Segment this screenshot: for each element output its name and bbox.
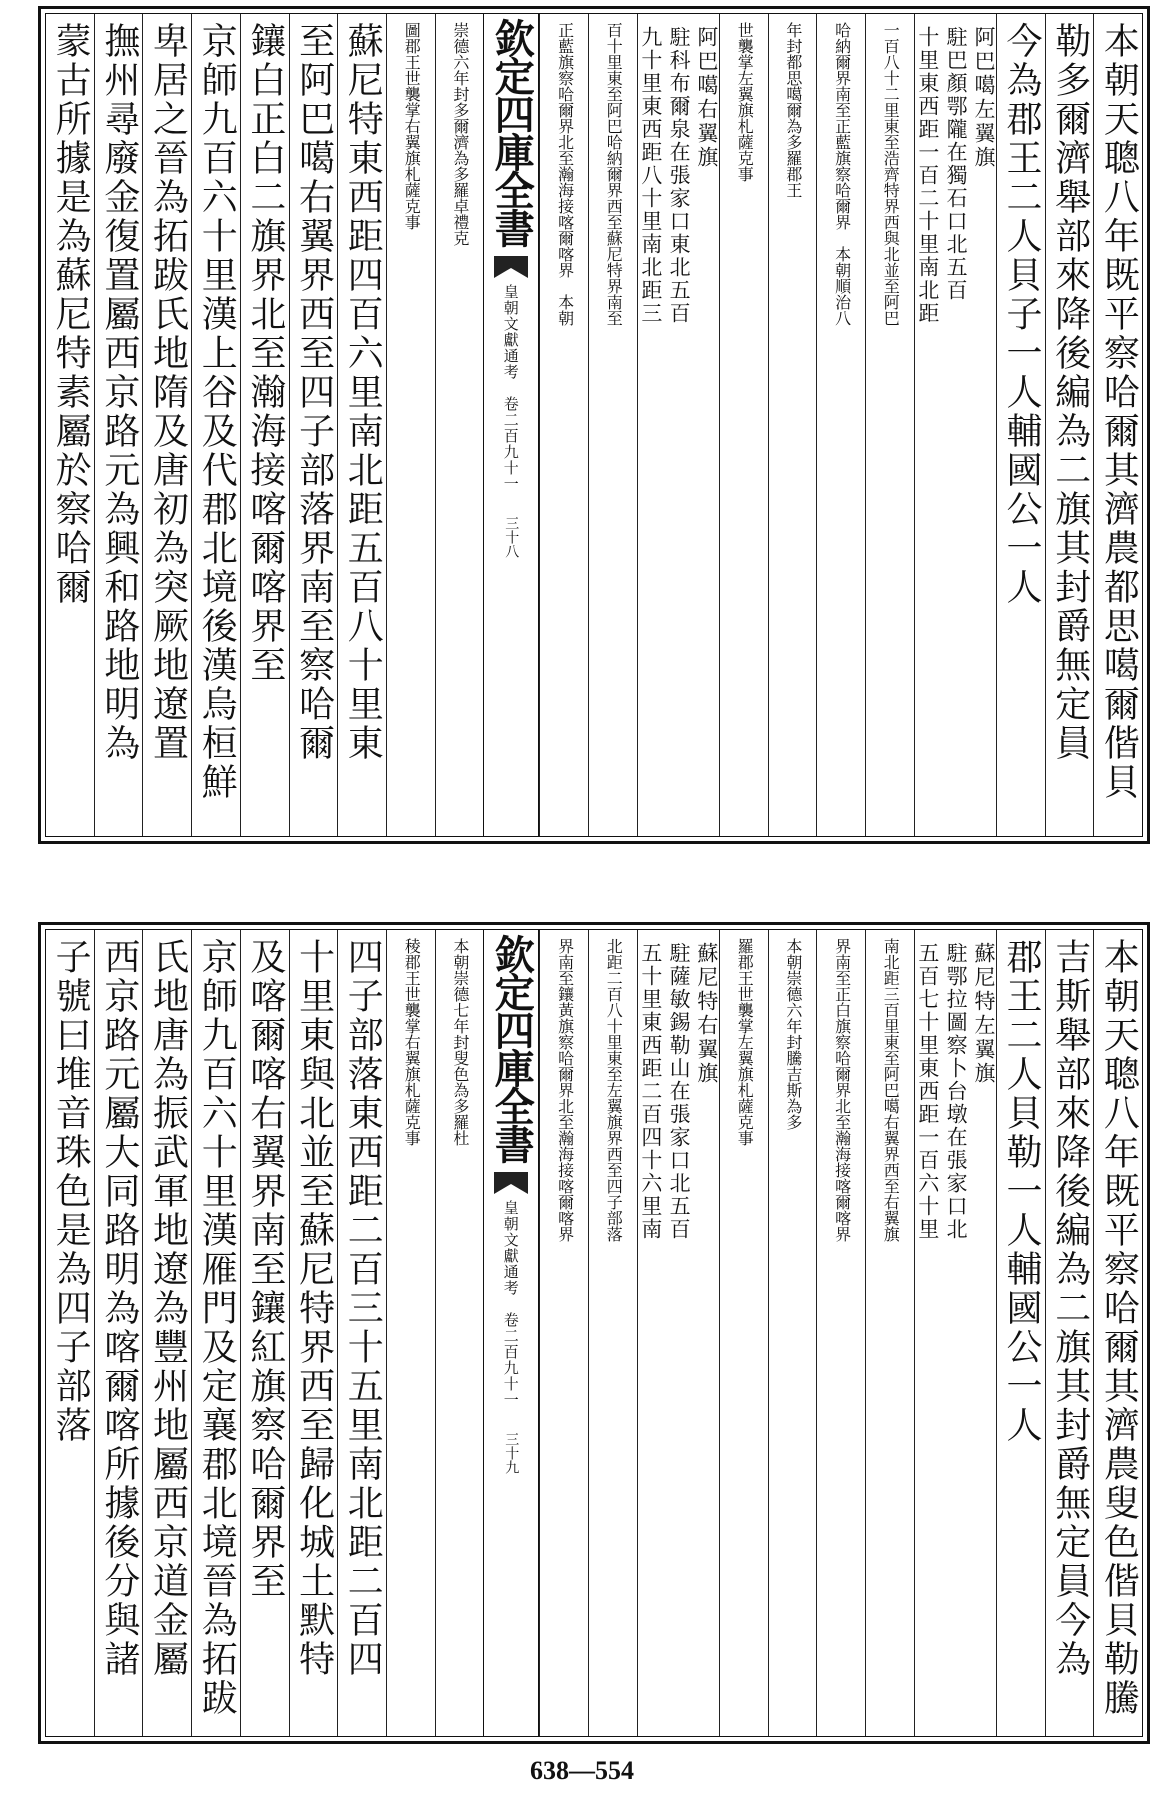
column-text: 十里東與北並至蘇尼特界西至歸化城土默特 bbox=[293, 938, 335, 1679]
text-column-13 bbox=[337, 930, 386, 1736]
column-heading: 蘇尼特右翼旗 bbox=[694, 942, 719, 1086]
text-column-14 bbox=[289, 14, 338, 836]
column-text: 至阿巴噶右翼界西至四子部落界南至察哈爾 bbox=[293, 22, 335, 763]
text-column-13 bbox=[337, 14, 386, 836]
column-annotation: 九十里東西距八十里南北距三 bbox=[638, 26, 663, 325]
bottom-page-columns bbox=[45, 929, 1143, 1737]
column-text: 北距二百八十里東至左翼旗界西至四子部落 bbox=[604, 938, 624, 1242]
column-text: 今為郡王二人貝子一人輔國公一人 bbox=[1001, 22, 1043, 607]
column-annotation: 五百七十里東西距一百六十里 bbox=[915, 942, 940, 1241]
column-text: 年封都思噶爾為多羅郡王 bbox=[783, 22, 803, 198]
spine-volume-info: 皇朝文獻通考 卷二百九十一 bbox=[501, 284, 520, 492]
column-text: 一百八十二里東至浩齊特界西與北並至阿巴 bbox=[881, 22, 901, 326]
column-text: 四子部落東西距二百三十五里南北距二百四 bbox=[342, 938, 384, 1679]
page-number: 638—554 bbox=[530, 1756, 634, 1785]
column-text: 鑲白正白二旗界北至瀚海接喀爾喀界至 bbox=[244, 22, 286, 685]
column-text: 蘇尼特東西距四百六里南北距五百八十里東 bbox=[342, 22, 384, 763]
column-text: 世襲掌左翼旗札薩克事 bbox=[735, 22, 755, 182]
text-column-16 bbox=[191, 930, 240, 1736]
column-heading: 阿巴噶右翼旗 bbox=[694, 26, 719, 170]
fishtail-ornament-icon bbox=[492, 1170, 530, 1196]
text-column-3 bbox=[914, 14, 996, 836]
column-annotation: 駐薩敏錫勒山在張家口北五百 bbox=[667, 942, 692, 1241]
text-column-10 bbox=[539, 930, 588, 1736]
column-text: 圖郡王世襲掌右翼旗札薩克事 bbox=[402, 22, 422, 230]
text-column-3 bbox=[914, 930, 996, 1736]
text-column-2 bbox=[996, 930, 1045, 1736]
text-column-19 bbox=[46, 930, 94, 1736]
bottom-page bbox=[38, 922, 1150, 1744]
text-column-15 bbox=[240, 930, 289, 1736]
text-column-15 bbox=[240, 14, 289, 836]
text-column-4 bbox=[865, 14, 914, 836]
column-text: 撫州尋廢金復置屬西京路元為興和路地明為 bbox=[98, 22, 140, 763]
column-text: 氏地唐為振武軍地遼為豐州地屬西京道金屬 bbox=[147, 938, 189, 1679]
column-text: 本朝天聰八年既平察哈爾其濟農都思噶爾偕貝 bbox=[1098, 22, 1140, 802]
column-text: 西京路元屬大同路明為喀爾喀所據後分與諸 bbox=[98, 938, 140, 1679]
column-text: 勒多爾濟舉部來降後編為二旗其封爵無定員 bbox=[1049, 22, 1091, 763]
text-column-11 bbox=[435, 930, 484, 1736]
text-column-12 bbox=[386, 14, 435, 836]
text-column-18 bbox=[94, 930, 143, 1736]
spine-book-title: 欽定四庫全書 bbox=[488, 18, 536, 246]
column-text: 稜郡王世襲掌右翼旗札薩克事 bbox=[402, 938, 422, 1146]
column-annotation: 駐鄂拉圖察卜台墩在張家口北 bbox=[944, 942, 969, 1241]
text-column-19 bbox=[46, 14, 94, 836]
text-column-7 bbox=[719, 930, 768, 1736]
text-column-5 bbox=[816, 930, 865, 1736]
column-text: 吉斯舉部來降後編為二旗其封爵無定員今為 bbox=[1049, 938, 1091, 1679]
fishtail-ornament-icon bbox=[492, 254, 530, 280]
text-column-14 bbox=[289, 930, 338, 1736]
column-text: 界南至正白旗察哈爾界北至瀚海接喀爾喀界 bbox=[832, 938, 852, 1242]
page-center-spine bbox=[483, 930, 539, 1736]
column-text: 崇德六年封多爾濟為多羅卓禮克 bbox=[450, 22, 470, 246]
column-text: 南北距三百里東至阿巴噶右翼界西至右翼旗 bbox=[881, 938, 901, 1242]
column-text: 卑居之晉為拓跋氏地隋及唐初為突厥地遼置 bbox=[147, 22, 189, 763]
text-column-5 bbox=[816, 14, 865, 836]
column-text: 京師九百六十里漢上谷及代郡北境後漢烏桓鮮 bbox=[196, 22, 238, 802]
column-text: 及喀爾喀右翼界南至鑲紅旗察哈爾界至 bbox=[244, 938, 286, 1601]
text-column-6 bbox=[768, 14, 817, 836]
column-annotation: 五十里東西距二百四十六里南 bbox=[638, 942, 663, 1241]
column-text: 百十里東至阿巴哈納爾界西至蘇尼特界南至 bbox=[604, 22, 624, 326]
column-text: 子號曰堆音珠色是為四子部落 bbox=[50, 938, 92, 1445]
spine-volume-info: 皇朝文獻通考 卷二百九十一 bbox=[501, 1200, 520, 1408]
text-column-8 bbox=[637, 930, 719, 1736]
column-text: 蒙古所據是為蘇尼特素屬於察哈爾 bbox=[50, 22, 92, 607]
text-column-10 bbox=[539, 14, 588, 836]
text-column-18 bbox=[94, 14, 143, 836]
text-column-16 bbox=[191, 14, 240, 836]
text-column-12 bbox=[386, 930, 435, 1736]
text-column-17 bbox=[142, 14, 191, 836]
page-center-spine bbox=[483, 14, 539, 836]
column-annotation: 駐科布爾泉在張家口東北五百 bbox=[667, 26, 692, 325]
column-text: 界南至鑲黃旗察哈爾界北至瀚海接喀爾喀界 bbox=[555, 938, 575, 1242]
text-column-1 bbox=[1045, 14, 1094, 836]
column-text: 本朝天聰八年既平察哈爾其濟農叟色偕貝勒騰 bbox=[1098, 938, 1140, 1718]
spine-book-title: 欽定四庫全書 bbox=[488, 934, 536, 1162]
top-page bbox=[38, 6, 1150, 844]
spine-leaf-number: 三十九 bbox=[503, 1432, 520, 1474]
text-column-1 bbox=[1045, 930, 1094, 1736]
text-column-7 bbox=[719, 14, 768, 836]
column-text: 郡王二人貝勒一人輔國公一人 bbox=[1001, 938, 1043, 1445]
column-annotation: 十里東西距一百二十里南北距 bbox=[915, 26, 940, 325]
text-column-0 bbox=[1093, 930, 1142, 1736]
column-heading: 蘇尼特左翼旗 bbox=[971, 942, 996, 1086]
column-heading: 阿巴噶左翼旗 bbox=[971, 26, 996, 170]
text-column-17 bbox=[142, 930, 191, 1736]
column-text: 本朝崇德六年封騰吉斯為多 bbox=[783, 938, 803, 1130]
text-column-6 bbox=[768, 930, 817, 1736]
column-annotation: 駐巴顏鄂隴在獨石口北五百 bbox=[944, 26, 969, 302]
text-column-0 bbox=[1093, 14, 1142, 836]
text-column-9 bbox=[588, 14, 637, 836]
text-column-8 bbox=[637, 14, 719, 836]
column-text: 正藍旗察哈爾界北至瀚海接喀爾喀界 本朝 bbox=[555, 22, 575, 326]
column-text: 哈納爾界南至正藍旗察哈爾界 本朝順治八 bbox=[832, 22, 852, 326]
text-column-2 bbox=[996, 14, 1045, 836]
text-column-11 bbox=[435, 14, 484, 836]
column-text: 羅郡王世襲掌左翼旗札薩克事 bbox=[735, 938, 755, 1146]
text-column-9 bbox=[588, 930, 637, 1736]
column-text: 京師九百六十里漢雁門及定襄郡北境晉為拓跋 bbox=[196, 938, 238, 1718]
column-text: 本朝崇德七年封叟色為多羅杜 bbox=[450, 938, 470, 1146]
spine-leaf-number: 三十八 bbox=[503, 516, 520, 558]
top-page-columns bbox=[45, 13, 1143, 837]
text-column-4 bbox=[865, 930, 914, 1736]
